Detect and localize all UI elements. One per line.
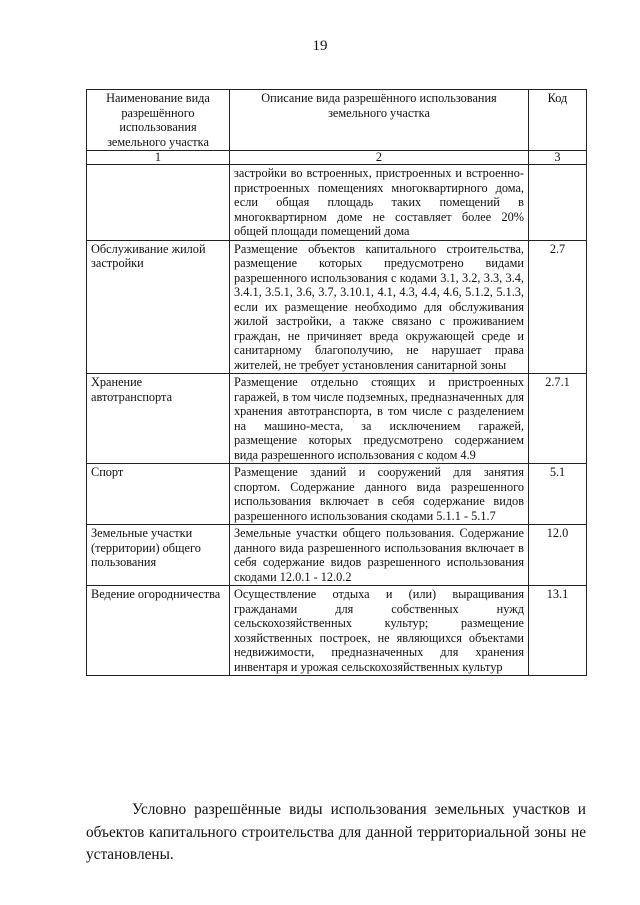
row-name: Спорт (87, 464, 230, 525)
row-name: Ведение огородничества (87, 586, 230, 676)
row-code: 5.1 (529, 464, 587, 525)
table-row (87, 586, 587, 676)
table-row (87, 525, 587, 586)
row-name: Хранение автотранспорта (87, 374, 230, 464)
table-row (87, 240, 587, 374)
row-name: Обслуживание жилой застройки (87, 240, 230, 374)
column-number-row (87, 151, 587, 165)
row-description: Осуществление отдыха и (или) выращивания гражданами для собственных нужд сельскохозяйственных культур; размещение хозяйственных построек, не являющихся объектами недвижимости, предназначенных для хранения инвентаря и урожая сельскохозяйственных культур (230, 586, 529, 676)
row-description: застройки во встроенных, пристроенных и встроенно-пристроенных помещениях многоквартирного дома, если общая площадь таких помещений в многоквартирном доме не составляет более 20% общей площади помещений дома (230, 165, 529, 241)
table-row (87, 374, 587, 464)
table-row (87, 165, 587, 241)
column-number: 1 (87, 151, 230, 165)
page-number: 19 (312, 38, 328, 54)
row-name: Земельные участки (территории) общего пользования (87, 525, 230, 586)
row-code: 2.7 (529, 240, 587, 374)
row-name (87, 165, 230, 241)
row-description: Размещение объектов капитального строительства, размещение которых предусмотрено видами разрешенного использования с кодами 3.1, 3.2, 3.3, 3.4, 3.4.1, 3.5.1, 3.6, 3.7, 3.10.1, 4.1, 4.3, 4.4, 4.6, 5.1.2, 5.1.3, если их размещение необходимо для обслуживания жилой застройки, а также связано с проживанием граждан, не причиняет вреда окружающей среде и санитарному благополучию, не нарушает права жителей, не требует установления санитарной зоны (230, 240, 529, 374)
row-code: 2.7.1 (529, 374, 587, 464)
header-code: Код (529, 90, 587, 151)
header-description: Описание вида разрешённого использования земельного участка (230, 90, 529, 151)
row-code (529, 165, 587, 241)
row-code: 12.0 (529, 525, 587, 586)
row-description: Земельные участки общего пользования. Содержание данного вида разрешенного использования включает в себя содержание видов разрешенного использования скодами 12.0.1 - 12.0.2 (230, 525, 529, 586)
table-row (87, 464, 587, 525)
land-use-table (86, 89, 587, 676)
row-description: Размещение отдельно стоящих и пристроенных гаражей, в том числе подземных, предназначенных для хранения автотранспорта, в том числе с разделением на машино-места, за исключением гаражей, размещение которых предусмотрено содержанием вида разрешенного использования с кодом 4.9 (230, 374, 529, 464)
row-code: 13.1 (529, 586, 587, 676)
column-number: 3 (529, 151, 587, 165)
footer-paragraph: Условно разрешённые виды использования земельных участков и объектов капитального строительства для данной территориальной зоны не установлены. (86, 801, 586, 864)
row-description: Размещение зданий и сооружений для занятия спортом. Содержание данного вида разрешенного использования включает в себя содержание видов разрешенного использования скодами 5.1.1 - 5.1.7 (230, 464, 529, 525)
header-name: Наименование вида разрешённого использования земельного участка (87, 90, 230, 151)
column-number: 2 (230, 151, 529, 165)
table-header-row (87, 90, 587, 151)
